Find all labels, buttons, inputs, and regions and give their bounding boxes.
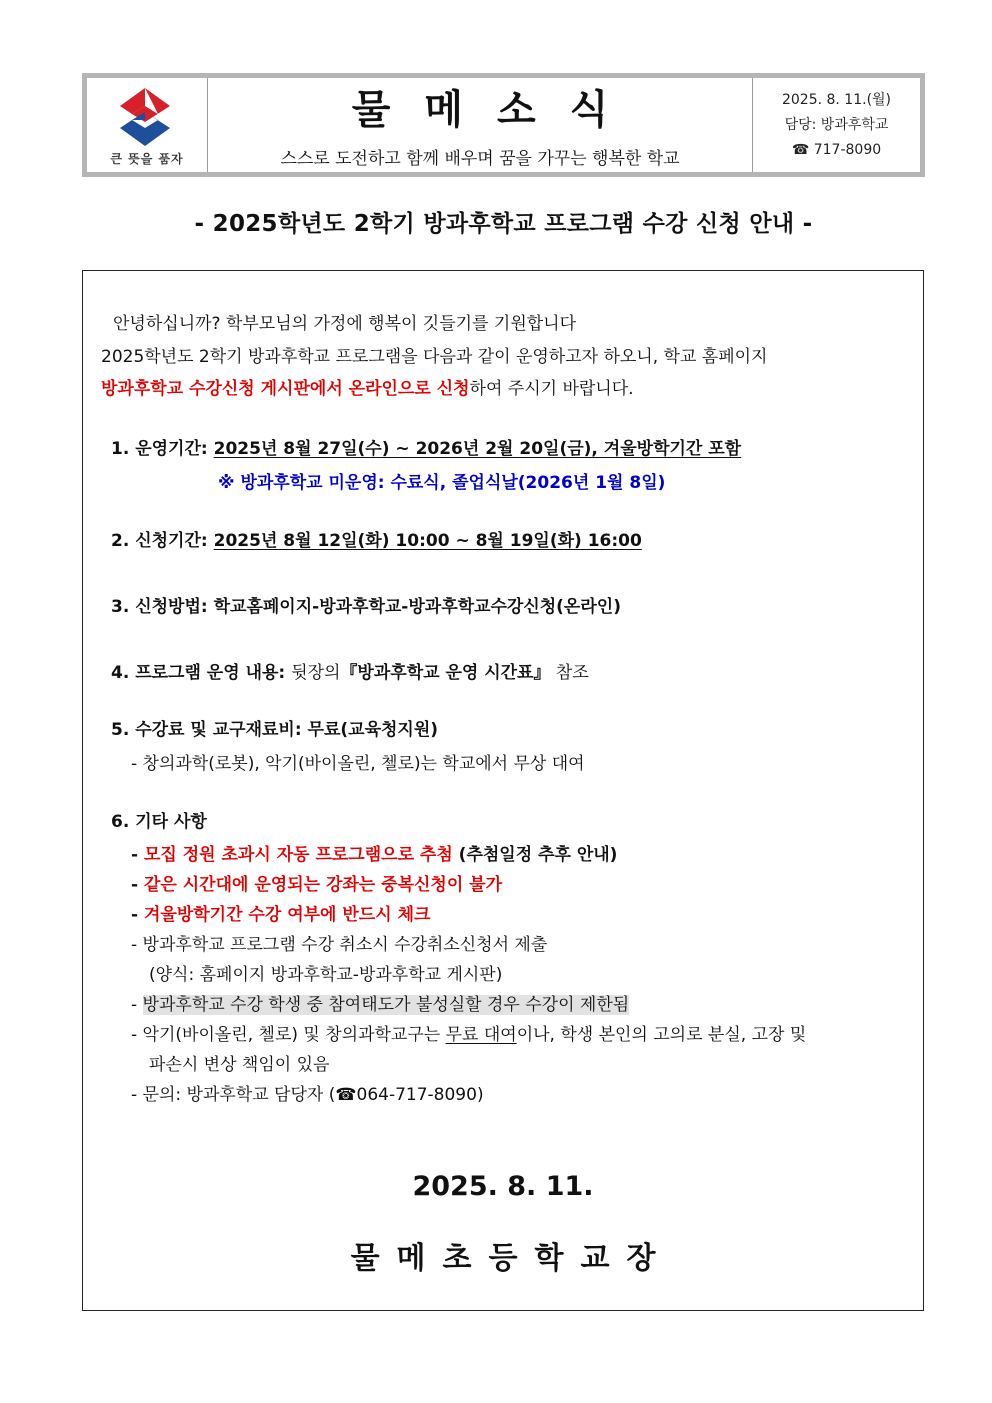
notice-body	[82, 270, 924, 1311]
item-method: 3. 신청방법: 학교홈페이지-방과후학교-방과후학교수강신청(온라인)	[111, 597, 621, 617]
item-etc: 6. 기타 사항	[111, 812, 207, 832]
fee-note: - 창의과학(로봇), 악기(바이올린, 첼로)는 학교에서 무상 대여	[131, 754, 585, 774]
school-motto: 스스로 도전하고 함께 배우며 꿈을 가꾸는 행복한 학교	[280, 149, 680, 169]
etc-duplicate-red: 같은 시간대에 운영되는 강좌는 중복신청이 불가	[143, 875, 503, 895]
principal-signature: 물메초등학교장	[350, 1241, 673, 1276]
intro-line-3	[101, 378, 634, 400]
etc-dash: -	[131, 905, 144, 925]
contact-phone: ☎ 717-8090	[791, 141, 882, 158]
item-apply-period	[111, 530, 642, 552]
online-apply-emphasis: 방과후학교 수강신청 게시판에서 온라인으로 신청	[101, 379, 470, 399]
item-program-content	[111, 662, 589, 684]
etc-dash: -	[131, 1025, 143, 1045]
etc-winter-check	[131, 904, 430, 926]
etc-instrument	[131, 1024, 806, 1046]
newsletter-header	[82, 73, 925, 177]
etc-lottery-rest: (추첨일정 추후 안내)	[452, 845, 618, 865]
intro-line-2: 2025학년도 2학기 방과후학교 프로그램을 다음과 같이 운영하고자 하오니, 학교 홈페이지	[101, 347, 768, 367]
content-post: 참조	[555, 663, 589, 683]
etc-winter-red: 겨울방학기간 수강 여부에 반드시 체크	[143, 905, 431, 925]
period-value: 2025년 8월 27일(수) ~ 2026년 2월 20일(금), 겨울방학기간 포함	[213, 439, 742, 459]
intro-line-3-rest: 하여 주시기 바랍니다.	[469, 379, 634, 399]
apply-value: 2025년 8월 12일(화) 10:00 ~ 8월 19일(화) 16:00	[213, 531, 642, 551]
content-timetable: 『방과후학교 운영 시간표』	[340, 663, 551, 683]
etc-cancel-form: (양식: 홈페이지 방과후학교-방과후학교 게시판)	[149, 965, 503, 985]
etc-cancel-text: 방과후학교 프로그램 수강 취소시 수강취소신청서 제출	[142, 935, 548, 955]
etc-dash: -	[131, 935, 143, 955]
etc-lottery	[131, 844, 617, 866]
etc-duplicate	[131, 874, 502, 896]
school-logo	[87, 78, 208, 172]
newsletter-title: 물메소식	[351, 86, 643, 133]
etc-dash: -	[131, 875, 144, 895]
logo-caption: 큰 뜻을 품자	[110, 152, 184, 166]
closing-date: 2025. 8. 11.	[412, 1171, 594, 1202]
title-area	[208, 78, 753, 172]
etc-lottery-red: 모집 정원 초과시 자동 프로그램으로 추첨	[143, 845, 453, 865]
etc-instrument-post: 이나, 학생 본인의 고의로 분실, 고장 및	[516, 1025, 807, 1045]
etc-inquiry	[131, 1084, 484, 1106]
etc-cancel	[131, 934, 547, 956]
period-note: ※ 방과후학교 미운영: 수료식, 졸업식날(2026년 1월 8일)	[218, 473, 666, 493]
etc-instrument-free: 무료 대여	[445, 1025, 517, 1045]
apply-label: 2. 신청기간:	[111, 531, 214, 551]
etc-inquiry-text: 문의: 방과후학교 담당자 (☎064-717-8090)	[142, 1085, 484, 1105]
etc-attitude	[131, 994, 629, 1016]
contact-person: 담당: 방과후학교	[784, 116, 889, 133]
period-label: 1. 운영기간:	[111, 439, 214, 459]
document-heading: - 2025학년도 2학기 방과후학교 프로그램 수강 신청 안내 -	[194, 211, 813, 237]
school-emblem-icon	[112, 86, 178, 148]
etc-dash: -	[131, 845, 144, 865]
issue-date: 2025. 8. 11.(월)	[781, 91, 892, 108]
item-period	[111, 438, 741, 460]
issue-info	[753, 78, 920, 172]
etc-instrument-liability: 파손시 변상 책임이 있음	[149, 1055, 330, 1075]
content-label: 4. 프로그램 운영 내용:	[111, 663, 292, 683]
etc-dash: -	[131, 1085, 143, 1105]
etc-dash: -	[131, 995, 143, 1015]
intro-greeting: 안녕하십니까? 학부모님의 가정에 행복이 깃들기를 기원합니다	[113, 314, 577, 334]
etc-attitude-text: 방과후학교 수강 학생 중 참여태도가 불성실할 경우 수강이 제한됨	[142, 995, 630, 1015]
content-pre: 뒷장의	[291, 663, 341, 683]
etc-instrument-pre: 악기(바이올린, 첼로) 및 창의과학교구는	[142, 1025, 446, 1045]
item-fee: 5. 수강료 및 교구재료비: 무료(교육청지원)	[111, 720, 439, 740]
